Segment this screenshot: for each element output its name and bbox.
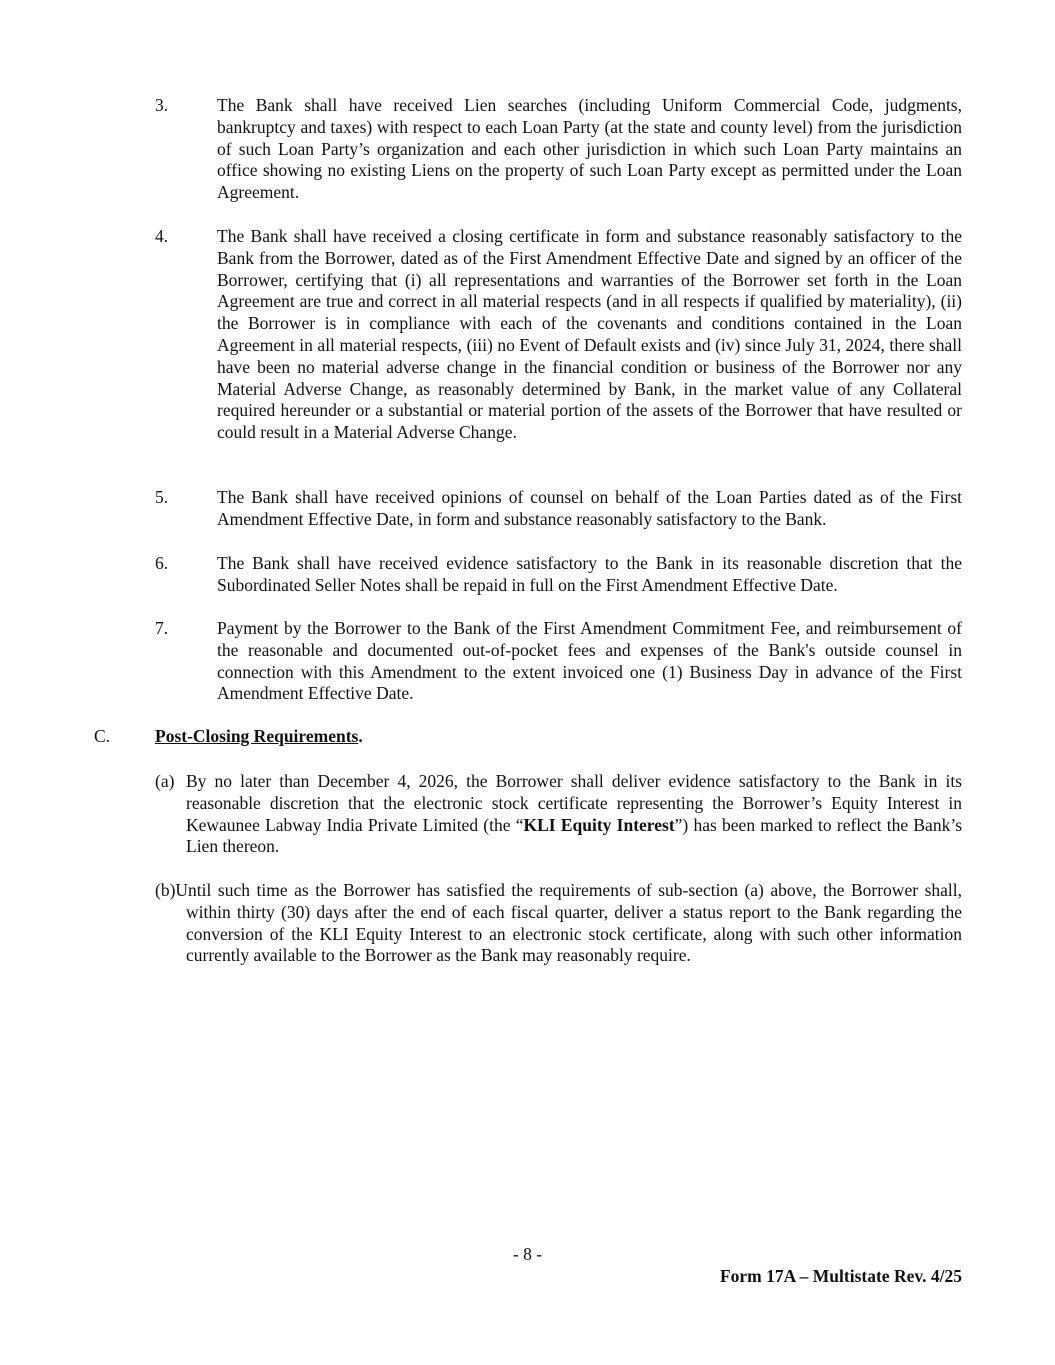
item-number: 7.	[155, 618, 169, 638]
item-text: Payment by the Borrower to the Bank of the First Amendment Commitment Fee, and reimbursement of the reasonable and documented out-of-pocket fees and expenses of the Bank's outside counsel in connection with this Amendment to the extent invoiced one (1) Business Day in advance of the First Amendment Effective Date.	[217, 618, 962, 704]
condition-item-4	[155, 226, 962, 444]
section-title-period: .	[358, 726, 363, 746]
condition-item-3	[155, 95, 962, 204]
form-label: Form 17A – Multistate Rev. 4/25	[719, 1266, 962, 1286]
item-text: The Bank shall have received opinions of counsel on behalf of the Loan Parties dated as of the First Amendment Effective Date, in form and substance reasonably satisfactory to the Bank.	[217, 487, 962, 529]
section-letter: C.	[94, 726, 111, 746]
condition-item-5	[155, 487, 962, 531]
sub-item-label: (a)	[155, 771, 175, 791]
condition-item-6	[155, 553, 962, 597]
item-text: The Bank shall have received Lien searches (including Uniform Commercial Code, judgments, bankruptcy and taxes) with respect to each Loan Party (at the state and county level) from the jurisdiction of such Loan Party’s organization and each other jurisdiction in which such Loan Party maintains an office showing no existing Liens on the property of such Loan Party except as permitted under the Loan Agreement.	[217, 95, 962, 203]
sub-item-text-after: ”) has been marked to reflect the Bank’s Lien thereon.	[186, 814, 962, 857]
section-title-underlined: Post-Closing Requirements	[155, 726, 359, 746]
sub-item-text	[186, 771, 962, 858]
sub-item-label: (b)	[155, 880, 176, 900]
item-number: 5.	[155, 487, 169, 507]
item-text: The Bank shall have received a closing certificate in form and substance reasonably satisfactory to the Bank from the Borrower, dated as of the First Amendment Effective Date and signed by an officer of the Borrower, certifying that (i) all representations and warranties of the Borrower set forth in the Loan Agreement are true and correct in all material respects (and in all respects if qualified by materiality), (ii) the Borrower is in compliance with each of the covenants and conditions contained in the Loan Agreement in all material respects, (iii) no Event of Default exists and (iv) since July 31, 2024, there shall have been no material adverse change in the financial condition or business of the Borrower nor any Material Adverse Change, as reasonably determined by Bank, in the market value of any Collateral required hereunder or a substantial or material portion of the assets of the Borrower that have resulted or could result in a Material Adverse Change.	[217, 226, 962, 443]
page-number: - 8 -	[512, 1244, 543, 1264]
item-text: The Bank shall have received evidence satisfactory to the Bank in its reasonable discretion that the Subordinated Seller Notes shall be repaid in full on the First Amendment Effective Date.	[217, 553, 962, 595]
defined-term: KLI Equity Interest	[523, 814, 675, 835]
section-title	[155, 726, 363, 748]
post-closing-item-a	[155, 771, 962, 858]
item-number: 4.	[155, 226, 169, 246]
item-number: 6.	[155, 553, 169, 573]
sub-item-body: Until such time as the Borrower has satisfied the requirements of sub-section (a) above, the Borrower shall, within thirty (30) days after the end of each fiscal quarter, deliver a status report to the Bank regarding the conversion of the KLI Equity Interest to an electronic stock certificate, along with such other information currently available to the Borrower as the Bank may reasonably require.	[175, 880, 962, 966]
sub-item-text-before: By no later than December 4, 2026, the Borrower shall deliver evidence satisfactory to the Bank in its reasonable discretion that the electronic stock certificate representing the Borrower’s Equity Interest in Kewaunee Labway India Private Limited (the “	[186, 771, 962, 835]
condition-item-7	[155, 618, 962, 705]
post-closing-item-b	[155, 880, 962, 967]
sub-item-text	[155, 880, 962, 967]
item-number: 3.	[155, 95, 169, 115]
